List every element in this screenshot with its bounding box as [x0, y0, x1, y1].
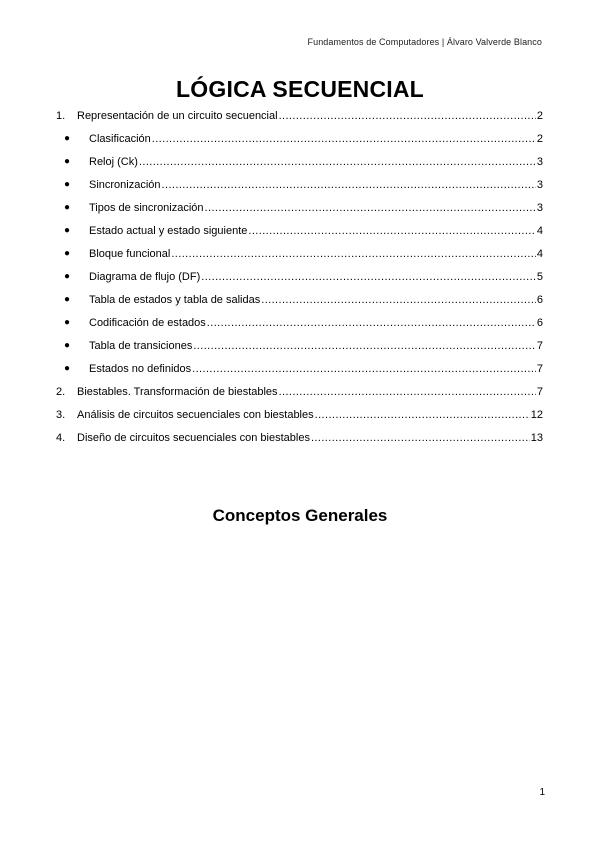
toc-entry-number: 3.: [56, 409, 66, 421]
toc-entry[interactable]: [0, 246, 600, 262]
toc-entry-page: 7: [536, 386, 543, 398]
toc-entry-page: 3: [536, 179, 543, 191]
toc-dot-leader: [162, 177, 536, 193]
toc-dot-leader: [192, 361, 536, 377]
toc-dot-leader: [205, 200, 536, 216]
toc-entry-page: 3: [536, 202, 543, 214]
bullet-icon: ●: [64, 317, 71, 328]
toc-entry[interactable]: [0, 315, 600, 331]
toc-entry-number: 1.: [56, 110, 66, 122]
toc-entry-line: [89, 315, 543, 331]
bullet-icon: ●: [64, 133, 71, 144]
toc-entry-page: 4: [536, 225, 543, 237]
toc-entry[interactable]: [0, 384, 600, 400]
toc-entry[interactable]: [0, 154, 600, 170]
toc-entry-label: Análisis de circuitos secuenciales con biestables: [77, 409, 314, 421]
toc-entry-page: 2: [536, 133, 543, 145]
toc-entry-page: 12: [530, 409, 543, 421]
toc-entry-label: Tabla de estados y tabla de salidas: [89, 294, 261, 306]
toc-entry-line: [77, 407, 543, 423]
toc-entry-label: Reloj (Ck): [89, 156, 138, 168]
bullet-icon: ●: [64, 225, 71, 236]
toc-entry-number: 2.: [56, 386, 66, 398]
toc-entry[interactable]: [0, 223, 600, 239]
toc-entry-line: [77, 384, 543, 400]
toc-entry-page: 6: [536, 317, 543, 329]
toc-entry-page: 2: [536, 110, 543, 122]
toc-entry[interactable]: [0, 200, 600, 216]
toc-entry[interactable]: [0, 177, 600, 193]
toc-entry[interactable]: [0, 131, 600, 147]
toc-entry-line: [89, 131, 543, 147]
toc-dot-leader: [315, 407, 530, 423]
toc-dot-leader: [279, 108, 536, 124]
toc-entry-line: [89, 223, 543, 239]
toc-entry-label: Estados no definidos: [89, 363, 192, 375]
toc-entry[interactable]: [0, 269, 600, 285]
toc-entry[interactable]: [0, 338, 600, 354]
page-number: 1: [539, 787, 545, 798]
toc-entry-line: [77, 430, 543, 446]
toc-dot-leader: [248, 223, 535, 239]
section-heading: Conceptos Generales: [212, 506, 388, 525]
toc-entry-page: 7: [536, 363, 543, 375]
toc-entry-label: Representación de un circuito secuencial: [77, 110, 278, 122]
toc-entry-line: [77, 108, 543, 124]
toc-entry-label: Tipos de sincronización: [89, 202, 204, 214]
toc-dot-leader: [171, 246, 536, 262]
toc-entry-line: [89, 200, 543, 216]
bullet-icon: ●: [64, 340, 71, 351]
bullet-icon: ●: [64, 271, 71, 282]
toc-dot-leader: [201, 269, 536, 285]
toc-entry[interactable]: [0, 361, 600, 377]
toc-entry[interactable]: [0, 292, 600, 308]
toc-entry-page: 3: [536, 156, 543, 168]
toc-entry-label: Sincronización: [89, 179, 161, 191]
toc-entry-line: [89, 154, 543, 170]
bullet-icon: ●: [64, 179, 71, 190]
toc-entry[interactable]: [0, 407, 600, 423]
toc-entry-label: Diseño de circuitos secuenciales con biestables: [77, 432, 310, 444]
toc-entry-line: [89, 338, 543, 354]
bullet-icon: ●: [64, 248, 71, 259]
toc-dot-leader: [207, 315, 536, 331]
toc-entry-line: [89, 246, 543, 262]
running-header: Fundamentos de Computadores | Álvaro Valverde Blanco: [307, 37, 542, 47]
bullet-icon: ●: [64, 202, 71, 213]
toc-entry-page: 6: [536, 294, 543, 306]
toc-dot-leader: [311, 430, 530, 446]
toc-entry-line: [89, 292, 543, 308]
toc-entry-number: 4.: [56, 432, 66, 444]
toc-entry-page: 7: [536, 340, 543, 352]
toc-dot-leader: [261, 292, 536, 308]
toc-dot-leader: [279, 384, 536, 400]
toc-entry-label: Tabla de transiciones: [89, 340, 193, 352]
toc-entry-page: 5: [536, 271, 543, 283]
toc-entry[interactable]: [0, 108, 600, 124]
bullet-icon: ●: [64, 294, 71, 305]
bullet-icon: ●: [64, 156, 71, 167]
toc-entry-label: Diagrama de flujo (DF): [89, 271, 201, 283]
bullet-icon: ●: [64, 363, 71, 374]
toc-entry-label: Bloque funcional: [89, 248, 171, 260]
toc-dot-leader: [193, 338, 536, 354]
toc-entry-page: 13: [530, 432, 543, 444]
document-title: LÓGICA SECUENCIAL: [176, 76, 424, 102]
toc-entry-label: Codificación de estados: [89, 317, 206, 329]
toc-entry-line: [89, 361, 543, 377]
toc-entry-line: [89, 269, 543, 285]
toc-entry-page: 4: [536, 248, 543, 260]
toc-entry-label: Estado actual y estado siguiente: [89, 225, 248, 237]
toc-entry-label: Biestables. Transformación de biestables: [77, 386, 278, 398]
toc-dot-leader: [152, 131, 536, 147]
toc-entry[interactable]: [0, 430, 600, 446]
toc-dot-leader: [139, 154, 536, 170]
toc-entry-label: Clasificación: [89, 133, 151, 145]
toc-entry-line: [89, 177, 543, 193]
